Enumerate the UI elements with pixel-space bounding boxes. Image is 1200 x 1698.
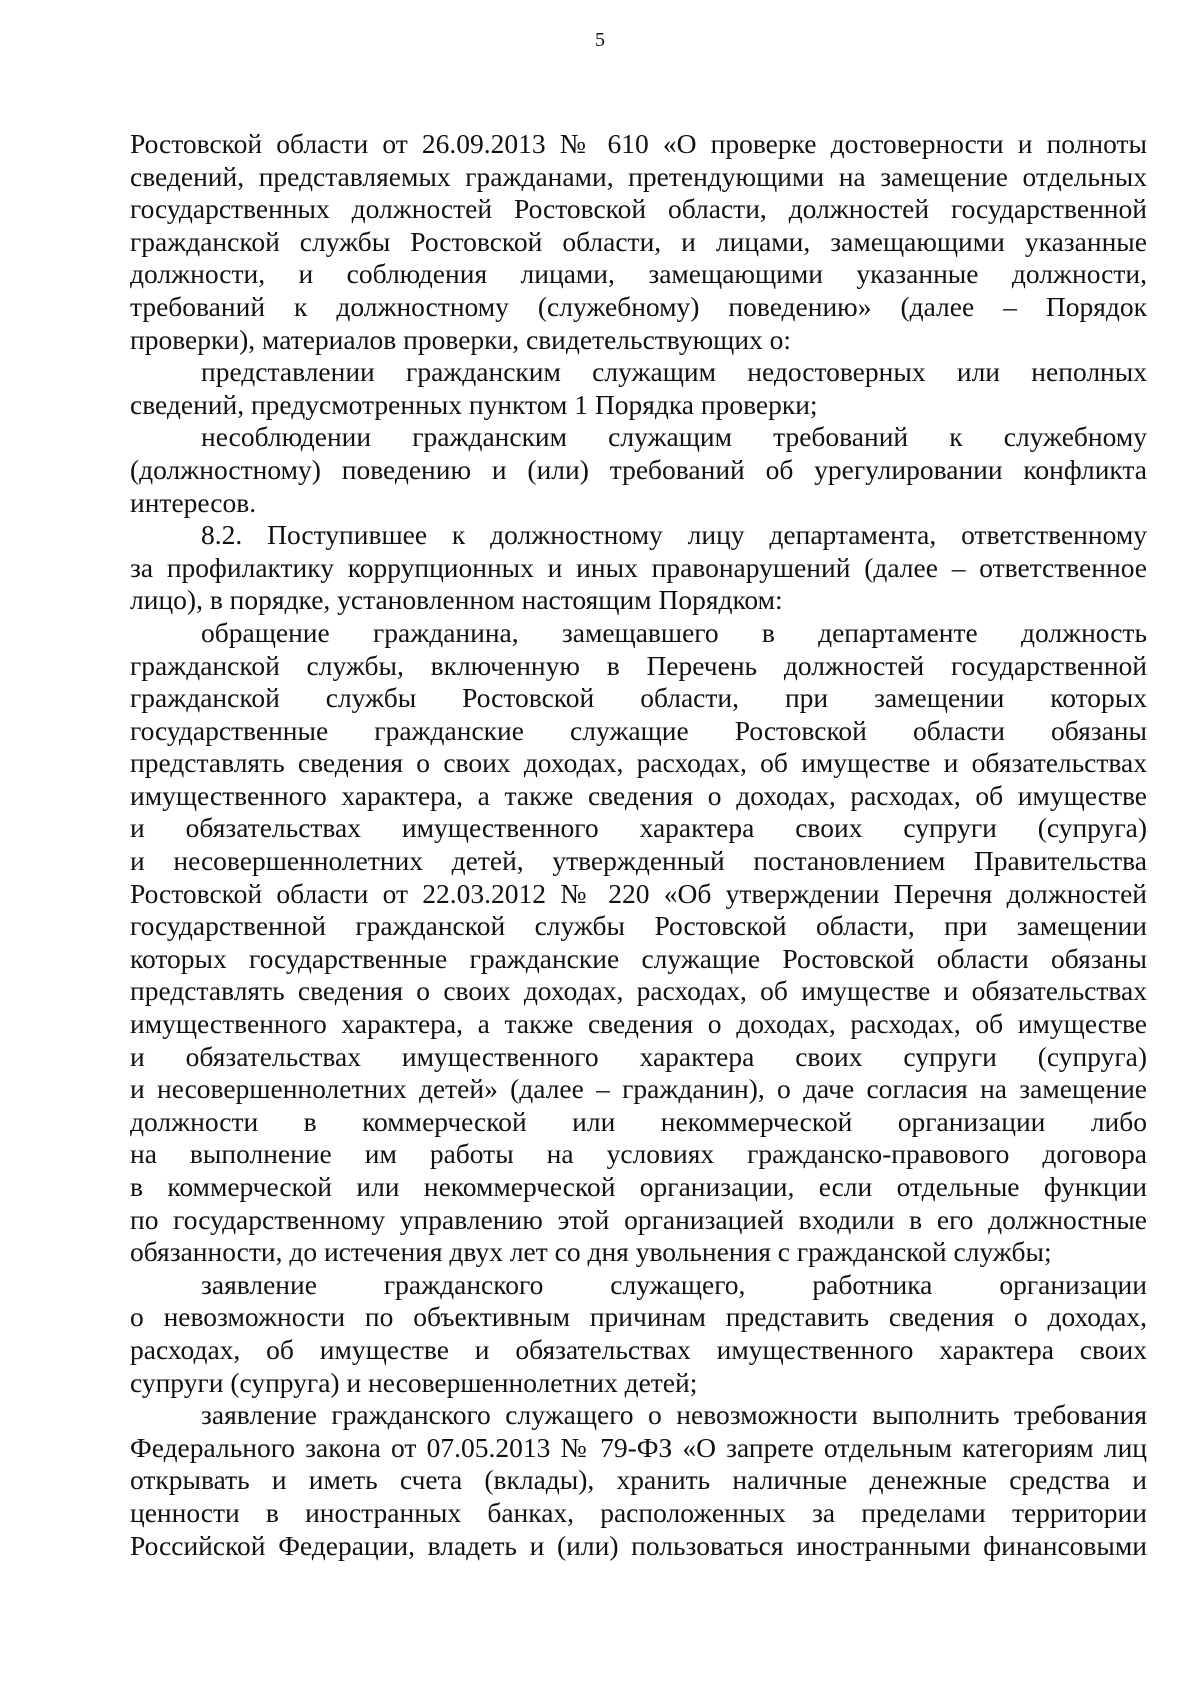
text-line: (должностному) поведению и (или) требований об урегулировании конфликта: [130, 453, 1147, 485]
text-line: должности, и соблюдения лицами, замещающими указанные должности,: [130, 258, 1147, 290]
paragraph: [130, 1399, 1147, 1562]
text-line: на выполнение им работы на условиях гражданско-правового договора: [130, 1138, 1147, 1170]
text-line: о невозможности по объективным причинам представить сведения о доходах,: [130, 1301, 1147, 1333]
text-line: гражданской службы Ростовской области, при замещении которых: [130, 682, 1147, 714]
text-line: представлении гражданским служащим недостоверных или неполных: [201, 356, 1147, 388]
text-line: супруги (супруга) и несовершеннолетних детей;: [130, 1366, 698, 1398]
text-line: сведений, представляемых гражданами, претендующими на замещение отдельных: [130, 160, 1147, 192]
text-line: за профилактику коррупционных и иных правонарушений (далее – ответственное: [130, 551, 1147, 583]
text-line: имущественного характера, а также сведения о доходах, расходах, об имуществе: [130, 779, 1147, 811]
text-line: 8.2. Поступившее к должностному лицу департамента, ответственному: [201, 519, 1147, 551]
text-line: Ростовской области от 26.09.2013 № 610 «О проверке достоверности и полноты: [130, 128, 1147, 159]
text-line: гражданской службы, включенную в Перечень должностей государственной: [130, 649, 1147, 681]
paragraph: [130, 617, 1147, 1269]
text-line: представлять сведения о своих доходах, расходах, об имуществе и обязательствах: [130, 747, 1147, 779]
text-line: Российской Федерации, владеть и (или) пользоваться иностранными финансовыми: [130, 1529, 1147, 1561]
document-body: [130, 128, 1147, 1562]
text-line: обращение гражданина, замещавшего в департаменте должность: [201, 616, 1147, 648]
text-line: в коммерческой или некоммерческой организации, если отдельные функции: [130, 1171, 1147, 1202]
text-line: гражданской службы Ростовской области, и лицами, замещающими указанные: [130, 225, 1147, 257]
text-line: и обязательствах имущественного характера своих супруги (супруга): [130, 1040, 1147, 1072]
paragraph: [130, 1269, 1147, 1399]
text-line: представлять сведения о своих доходах, расходах, об имуществе и обязательствах: [130, 975, 1147, 1007]
text-line: государственной гражданской службы Ростовской области, при замещении: [130, 910, 1147, 942]
text-line: открывать и иметь счета (вклады), хранить наличные денежные средства и: [130, 1464, 1147, 1496]
text-line: расходах, об имуществе и обязательствах имущественного характера своих: [130, 1333, 1147, 1365]
text-line: по государственному управлению этой организацией входили в его должностные: [130, 1203, 1147, 1235]
text-line: и несовершеннолетних детей, утвержденный постановлением Правительства: [130, 845, 1147, 877]
text-line: обязанности, до истечения двух лет со дня увольнения с гражданской службы;: [130, 1236, 1052, 1268]
text-line: сведений, предусмотренных пунктом 1 Порядка проверки;: [130, 388, 818, 420]
text-line: заявление гражданского служащего, работника организации: [201, 1268, 1147, 1300]
text-line: государственных должностей Ростовской области, должностей государственной: [130, 193, 1147, 225]
text-line: и обязательствах имущественного характера своих супруги (супруга): [130, 812, 1147, 844]
text-line: несоблюдении гражданским служащим требований к служебному: [201, 421, 1147, 453]
text-line: требований к должностному (служебному) поведению» (далее – Порядок: [130, 290, 1147, 322]
text-line: которых государственные гражданские служащие Ростовской области обязаны: [130, 942, 1147, 974]
paragraph: [130, 421, 1147, 519]
text-line: ценности в иностранных банках, расположенных за пределами территории: [130, 1496, 1147, 1528]
text-line: заявление гражданского служащего о невозможности выполнить требования: [201, 1399, 1147, 1431]
text-line: проверки), материалов проверки, свидетельствующих о:: [130, 323, 792, 355]
text-line: интересов.: [130, 486, 257, 518]
text-line: и несовершеннолетних детей» (далее – гражданин), о даче согласия на замещение: [130, 1073, 1147, 1105]
text-line: лицо), в порядке, установленном настоящим Порядком:: [130, 584, 783, 616]
paragraph: [130, 128, 1147, 356]
text-line: имущественного характера, а также сведения о доходах, расходах, об имуществе: [130, 1008, 1147, 1040]
text-line: Федерального закона от 07.05.2013 № 79-ФЗ «О запрете отдельным категориям лиц: [130, 1431, 1147, 1463]
text-line: государственные гражданские служащие Ростовской области обязаны: [130, 714, 1147, 746]
text-line: Ростовской области от 22.03.2012 № 220 «Об утверждении Перечня должностей: [130, 877, 1147, 909]
text-line: должности в коммерческой или некоммерческой организации либо: [130, 1105, 1147, 1137]
paragraph: [130, 356, 1147, 421]
paragraph: [130, 519, 1147, 617]
page-number: 5: [595, 29, 605, 51]
